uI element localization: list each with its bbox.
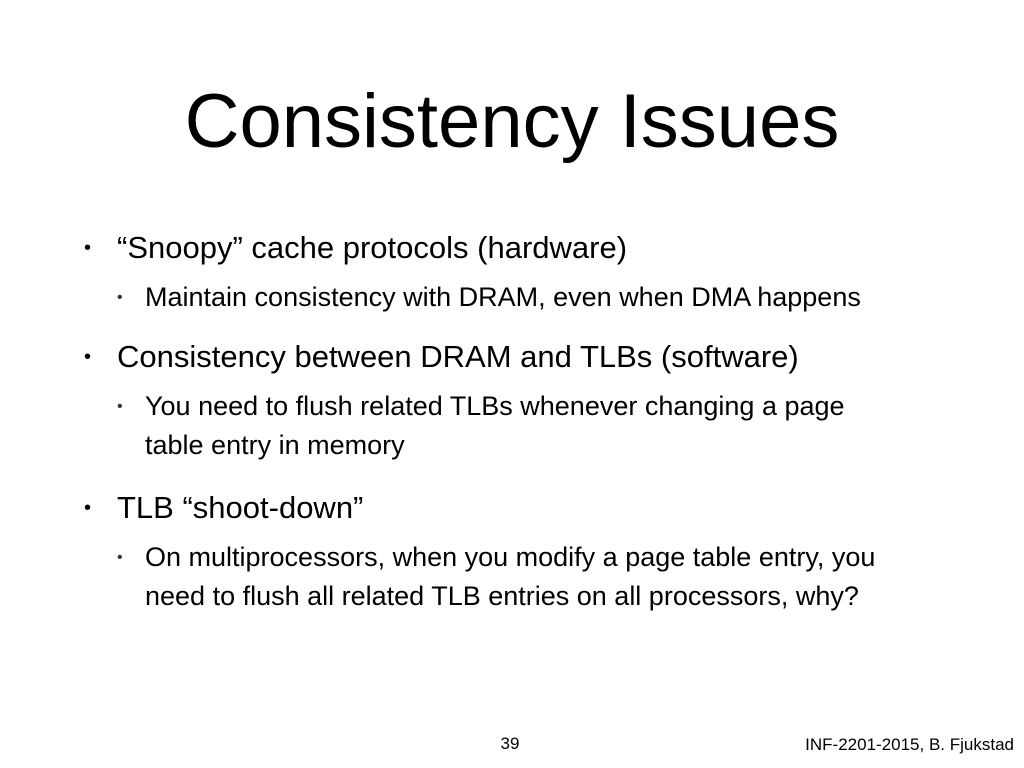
bullet-text: “Snoopy” cache protocols (hardware) [117, 230, 628, 265]
sub-bullet-text: On multiprocessors, when you modify a page table entry, you need to flush all related TLB entries on all processors, why? [145, 542, 876, 611]
sub-bullet-text: Maintain consistency with DRAM, even when DMA happens [145, 282, 861, 312]
bullet-marker: • [84, 346, 92, 368]
bullet-marker: • [84, 497, 92, 519]
sub-bullet-list [117, 538, 964, 616]
sub-bullet-marker: • [117, 289, 123, 306]
sub-bullet-marker: • [117, 549, 123, 566]
bullet-item [84, 337, 964, 465]
sub-bullet-list [117, 278, 964, 317]
sub-bullet-list [117, 387, 964, 465]
bullet-text: Consistency between DRAM and TLBs (software) [117, 339, 799, 374]
sub-bullet-text: You need to flush related TLBs whenever changing a page table entry in memory [145, 391, 845, 460]
bullet-list [84, 228, 964, 616]
sub-bullet-marker: • [117, 398, 123, 415]
sub-bullet-item [117, 387, 905, 465]
sub-bullet-item [117, 278, 905, 317]
page-number: 39 [500, 734, 520, 753]
slide-title: Consistency Issues [184, 79, 840, 164]
bullet-item [84, 488, 964, 616]
sub-bullet-item [117, 538, 905, 616]
bullet-item [84, 228, 964, 317]
bullet-marker: • [84, 237, 92, 259]
footer-credit: INF-2201-2015, B. Fjukstad [805, 735, 1014, 754]
bullet-text: TLB “shoot-down” [117, 490, 364, 525]
